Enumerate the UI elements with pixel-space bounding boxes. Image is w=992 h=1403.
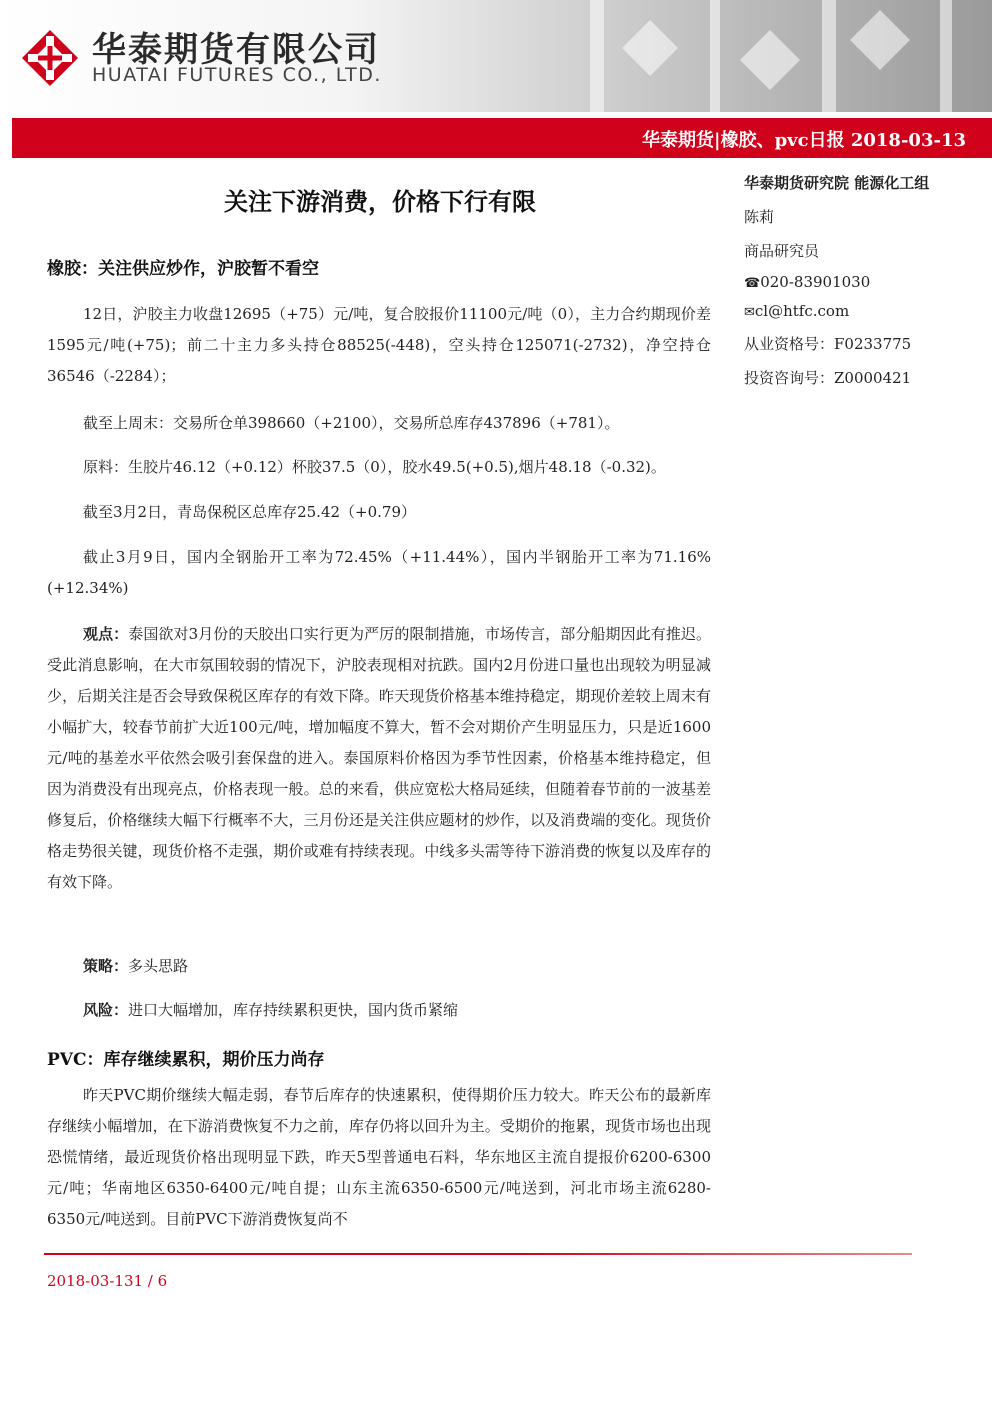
view-text: 泰国欲对3月份的天胶出口实行更为严厉的限制措施，市场传言，部分船期因此有推迟。受此消息影响，在大市氛围较弱的情况下，沪胶表现相对抗跌。国内2月份进口量也出现较为明显减少，后期关注是否会导致保税区库存的有效下降。昨天现货价格基本维持稳定，期现价差较上周末有小幅扩大，较春节前扩大近100元/吨，增加幅度不算大，暂不会对期价产生明显压力，只是近1600元/吨的基差水平依然会吸引套保盘的进入。泰国原料价格因为季节性因素，价格基本维持稳定，但因为消费没有出现亮点，价格表现一般。总的来看，供应宽松大格局延续，但随着春节前的一波基差修复后，价格继续大幅下行概率不大，三月份还是关注供应题材的炒作，以及消费端的变化。现货价格走势很关键，现货价格不走强，期价或难有持续表现。中线多头需等待下游消费的恢复以及库存的有效下降。 xyxy=(47,625,711,891)
rubber-risk-paragraph xyxy=(47,995,711,1026)
rubber-raw-material-paragraph: 原料：生胶片46.12（+0.12）杯胶37.5（0），胶水49.5(+0.5),烟片48.18（-0.32)。 xyxy=(83,458,666,476)
risk-text: 进口大幅增加，库存持续累积更快，国内货币紧缩 xyxy=(128,1001,459,1019)
author-role: 商品研究员 xyxy=(744,242,820,260)
report-title: 华泰期货|橡胶、pvc日报 2018-03-13 xyxy=(642,130,966,151)
view-label: 观点： xyxy=(83,625,129,643)
author-name: 陈莉 xyxy=(744,208,775,226)
rubber-price-paragraph: 12日，沪胶主力收盘12695（+75）元/吨，复合胶报价11100元/吨（0），主力合约期现价差1595元/吨(+75)；前二十主力多头持仓88525(-448)，空头持仓125071(-2732)，净空持仓36546（-2284）； xyxy=(47,305,711,385)
strategy-label: 策略： xyxy=(83,957,129,975)
phone-number: 020-83901030 xyxy=(760,273,871,291)
rubber-strategy-paragraph xyxy=(47,951,711,982)
pvc-section-title: PVC：库存继续累积，期价压力尚存 xyxy=(47,1050,325,1070)
email-row xyxy=(744,302,849,320)
rubber-bonded-inventory-paragraph: 截至3月2日，青岛保税区总库存25.42（+0.79） xyxy=(83,503,416,521)
rubber-tire-operating-paragraph: 截止3月9日，国内全钢胎开工率为72.45%（+11.44%），国内半钢胎开工率为71.16%(+12.34%) xyxy=(47,548,711,597)
consulting-number: 投资咨询号：Z0000421 xyxy=(744,369,912,387)
huatai-logo-icon xyxy=(20,28,80,88)
rubber-view-paragraph xyxy=(47,619,711,898)
risk-label: 风险： xyxy=(83,1001,129,1019)
qualification-number: 从业资格号：F0233775 xyxy=(744,335,912,353)
research-org: 华泰期货研究院 能源化工组 xyxy=(744,174,930,192)
header-decoration xyxy=(560,0,992,112)
main-title: 关注下游消费，价格下行有限 xyxy=(224,187,536,216)
company-name-en: HUATAI FUTURES CO., LTD. xyxy=(92,64,382,86)
phone-row xyxy=(744,273,870,291)
rubber-section-title: 橡胶：关注供应炒作，沪胶暂不看空 xyxy=(47,259,319,279)
footer-divider xyxy=(44,1253,912,1255)
page-number: 2018-03-131 / 6 xyxy=(47,1272,168,1290)
email-address[interactable]: cl@htfc.com xyxy=(754,302,850,320)
pvc-paragraph: 昨天PVC期价继续大幅走弱，春节后库存的快速累积，使得期价压力较大。昨天公布的最新库存继续小幅增加，在下游消费恢复不力之前，库存仍将以回升为主。受期价的拖累，现货市场也出现恐慌情绪，最近现货价格出现明显下跌，昨天5型普通电石料，华东地区主流自提报价6200-6300元/吨；华南地区6350-6400元/吨自提；山东主流6350-6500元/吨送到，河北市场主流6280-6350元/吨送到。目前PVC下游消费恢复尚不 xyxy=(47,1086,711,1228)
phone-icon: ☎ xyxy=(744,276,761,291)
email-icon: ✉ xyxy=(744,305,755,320)
company-name-cn: 华泰期货有限公司 xyxy=(92,30,380,70)
header-band xyxy=(0,0,992,112)
rubber-warehouse-paragraph: 截至上周末：交易所仓单398660（+2100），交易所总库存437896（+781）。 xyxy=(83,414,620,432)
strategy-text: 多头思路 xyxy=(128,957,189,975)
